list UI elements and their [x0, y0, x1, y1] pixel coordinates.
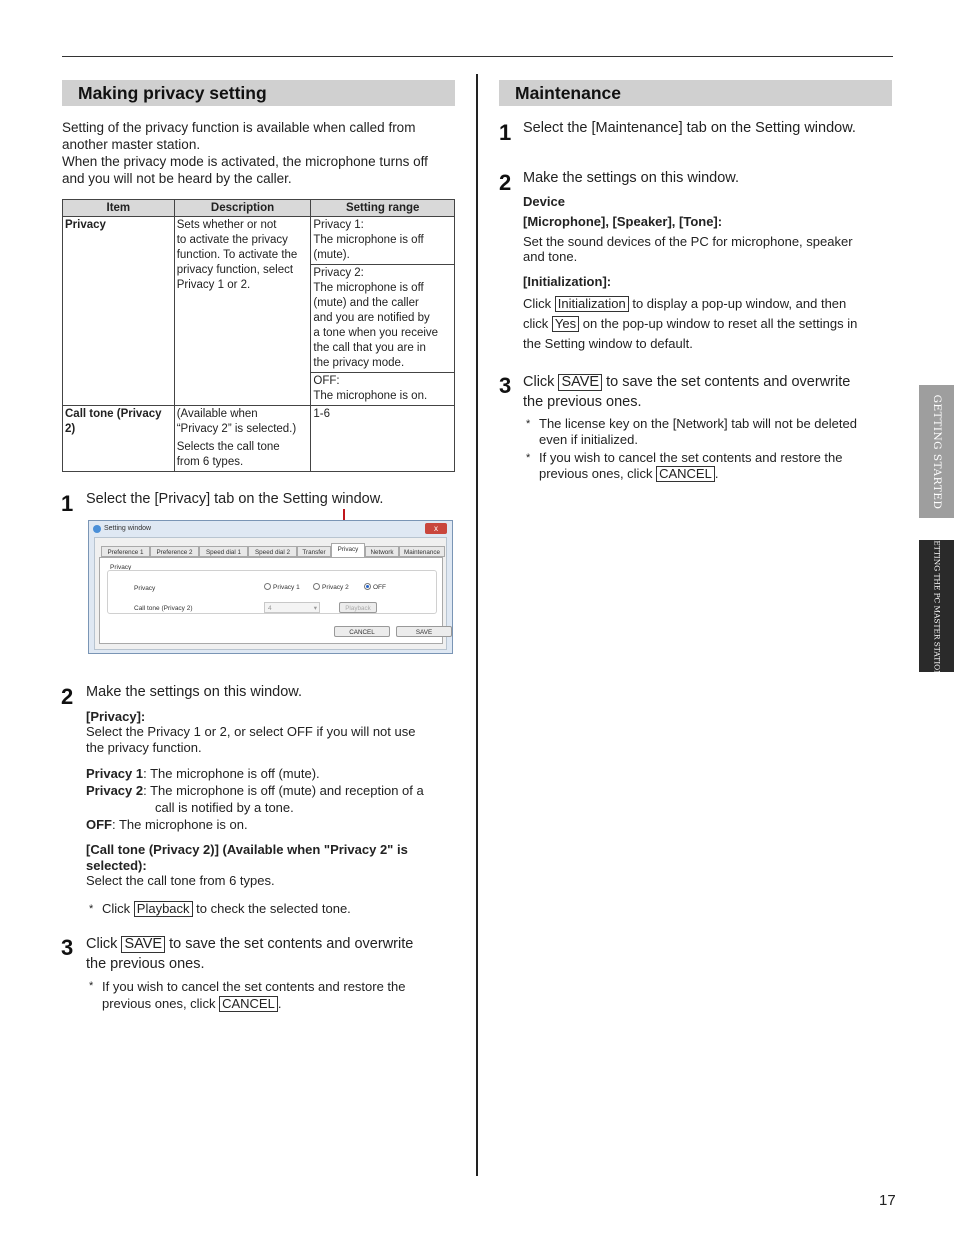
step-number: 3 — [499, 373, 512, 398]
desc-line: (Available when — [176, 408, 258, 420]
definition: : The microphone is off (mute) and reception of a — [143, 783, 424, 798]
app-icon — [93, 525, 101, 533]
text-line: If you wish to cancel the set contents and restore the — [539, 450, 843, 465]
col-header-setting-range: Setting range — [311, 200, 455, 217]
privacy-intro — [62, 119, 462, 187]
desc-line: Sets whether or not — [176, 219, 277, 231]
step-text: Make the settings on this window. — [523, 170, 740, 186]
initialization-text — [523, 294, 903, 354]
desc-line: to activate the privacy — [176, 234, 288, 246]
text-line: the privacy function. — [86, 740, 202, 755]
off-def — [86, 817, 248, 833]
section-header-maintenance: Maintenance — [499, 80, 892, 106]
intro-line: and you will not be heard by the caller. — [62, 171, 292, 186]
text-segment: to check the selected tone. — [192, 901, 351, 916]
radio-label: Privacy 1 — [273, 584, 300, 592]
playback-button[interactable]: Playback — [339, 602, 377, 613]
note-asterisk: * — [89, 903, 94, 915]
term: Privacy 1 — [86, 766, 144, 781]
step-text: Select the [Maintenance] tab on the Setting window. — [523, 120, 856, 136]
text-segment: . — [277, 996, 282, 1011]
table-row — [63, 217, 455, 265]
item-line: Call tone (Privacy — [65, 408, 162, 420]
tab-preference-2[interactable]: Preference 2 — [150, 546, 199, 557]
privacy-subhead: [Privacy]: — [86, 709, 146, 724]
text-segment: click — [523, 316, 552, 331]
range-privacy-1 — [311, 217, 455, 265]
text-segment: to save the set contents and overwrite — [165, 936, 414, 952]
window-title: Setting window — [104, 525, 152, 532]
intro-line: another master station. — [62, 137, 201, 152]
radio-label: OFF — [373, 584, 386, 592]
cancel-button[interactable]: CANCEL — [334, 626, 390, 637]
desc-line: privacy function, select — [176, 264, 294, 276]
side-tab-label: SETTING THE PC MASTER STATION — [932, 535, 941, 677]
intro-line: Setting of the privacy function is available when called from — [62, 120, 416, 135]
desc-line: “Privacy 2” is selected.) — [176, 423, 297, 435]
step-number: 1 — [61, 491, 74, 516]
playback-button-label: Playback — [134, 901, 193, 917]
intro-line: When the privacy mode is activated, the microphone turns off — [62, 154, 428, 169]
text-line: even if initialized. — [539, 431, 638, 447]
definition: : The microphone is on. — [112, 817, 248, 832]
save-button[interactable]: SAVE — [396, 626, 452, 637]
top-rule — [62, 56, 893, 57]
privacy-explanation — [86, 724, 456, 756]
mic-speaker-tone-text — [523, 234, 893, 264]
step-text — [523, 372, 850, 412]
text-line: Set the sound devices of the PC for microphone, speaker — [523, 234, 853, 249]
text-segment: to save the set contents and overwrite — [602, 374, 851, 390]
desc-line: Selects the call tone — [176, 441, 280, 453]
cancel-note — [539, 450, 843, 482]
range-line: OFF: — [313, 375, 340, 387]
term: Privacy 2 — [86, 783, 144, 798]
item-privacy: Privacy — [63, 217, 175, 406]
text-segment: previous ones, click — [539, 465, 657, 481]
desc-privacy — [174, 217, 311, 406]
tab-transfer[interactable]: Transfer — [297, 546, 331, 557]
radio-label: Privacy 2 — [322, 584, 349, 592]
radio-off[interactable] — [364, 584, 386, 591]
privacy-panel — [99, 557, 443, 644]
table-row — [63, 406, 455, 472]
text-line: Select the Privacy 1 or 2, or select OFF if you will not use — [86, 724, 416, 739]
col-header-description: Description — [174, 200, 311, 217]
range-line: The microphone is on. — [313, 390, 428, 402]
text-line — [86, 934, 413, 954]
table-header-row — [63, 200, 455, 217]
yes-button-label: Yes — [552, 316, 579, 332]
text-line — [102, 995, 406, 1012]
privacy-2-def-cont: call is notified by a tone. — [155, 800, 294, 815]
tab-privacy[interactable]: Privacy — [331, 543, 365, 558]
mic-speaker-tone-subhead: [Microphone], [Speaker], [Tone]: — [523, 214, 723, 229]
initialization-button-label: Initialization — [555, 296, 629, 312]
range-line: the privacy mode. — [313, 357, 405, 369]
text-segment: previous ones, click — [102, 996, 220, 1011]
privacy-settings-table — [62, 199, 455, 472]
text-segment: to display a pop-up window, and then — [628, 296, 847, 311]
note-asterisk: * — [526, 418, 531, 430]
cancel-button-label: CANCEL — [656, 466, 715, 482]
call-tone-select[interactable] — [264, 602, 320, 613]
step-text: Make the settings on this window. — [86, 684, 303, 700]
range-line: The microphone is off — [313, 234, 424, 246]
side-tab-getting-started[interactable] — [919, 385, 954, 518]
window-body — [94, 537, 447, 650]
tab-speed-dial-1[interactable]: Speed dial 1 — [199, 546, 248, 557]
range-call-tone: 1-6 — [311, 406, 455, 472]
col-header-item: Item — [63, 200, 175, 217]
text-line: the previous ones. — [86, 956, 205, 972]
range-privacy-2 — [311, 265, 455, 373]
step-number: 3 — [61, 935, 74, 960]
text-segment: Click — [86, 936, 122, 952]
close-icon[interactable]: x — [425, 523, 447, 534]
device-subhead: Device — [523, 194, 565, 209]
initialization-subhead: [Initialization]: — [523, 274, 612, 289]
tab-maintenance[interactable]: Maintenance — [399, 546, 445, 557]
call-tone-subhead — [86, 842, 456, 874]
group-label: Privacy — [110, 564, 132, 571]
privacy-field-label: Privacy — [134, 585, 156, 592]
step-number: 1 — [499, 120, 512, 145]
playback-note — [102, 901, 351, 917]
column-divider — [476, 74, 478, 1176]
call-tone-explanation: Select the call tone from 6 types. — [86, 873, 275, 888]
text-line: and tone. — [523, 249, 578, 264]
range-line: Privacy 1: — [313, 219, 364, 231]
text-line — [539, 466, 843, 482]
cancel-button-label: CANCEL — [219, 996, 278, 1012]
text-line: The license key on the [Network] tab will not be deleted — [539, 416, 857, 431]
step-number: 2 — [499, 170, 512, 195]
tab-network[interactable]: Network — [365, 546, 399, 557]
privacy-1-def — [86, 766, 320, 782]
page-number: 17 — [879, 1192, 896, 1209]
range-line: a tone when you receive — [313, 327, 439, 339]
radio-icon — [313, 583, 320, 590]
text-line: If you wish to cancel the set contents and restore the — [102, 979, 406, 994]
text-line: the Setting window to default. — [523, 336, 693, 351]
call-tone-label: Call tone (Privacy 2) — [134, 605, 193, 612]
text-line: [Call tone (Privacy 2)] (Available when "Privacy 2" is — [86, 842, 408, 857]
privacy-2-def — [86, 783, 424, 799]
side-tab-setting-pc-master[interactable] — [919, 535, 954, 677]
note-asterisk: * — [89, 980, 94, 992]
text-line: the previous ones. — [523, 394, 642, 410]
radio-privacy-1[interactable] — [264, 584, 300, 591]
step-text — [86, 934, 413, 974]
desc-line: function. To activate the — [176, 249, 298, 261]
text-segment: on the pop-up window to reset all the settings in — [579, 316, 858, 331]
chevron-down-icon: ▾ — [313, 605, 317, 612]
desc-call-tone — [174, 406, 311, 472]
item-call-tone — [63, 406, 175, 472]
side-tab-label: GETTING STARTED — [930, 394, 943, 509]
text-segment: Click — [523, 374, 559, 390]
section-header-privacy: Making privacy setting — [62, 80, 455, 106]
range-line: the call that you are in — [313, 342, 426, 354]
desc-line: from 6 types. — [176, 456, 244, 468]
text-line: selected): — [86, 858, 147, 873]
privacy-group — [107, 570, 437, 614]
license-note — [539, 416, 857, 447]
text-segment: Click — [102, 901, 134, 916]
range-off — [311, 373, 455, 406]
radio-selected-icon — [364, 583, 371, 590]
tab-speed-dial-2[interactable]: Speed dial 2 — [248, 546, 297, 557]
text-line — [523, 294, 903, 314]
text-segment: . — [714, 465, 719, 481]
setting-window-screenshot — [88, 520, 453, 654]
range-line: (mute). — [313, 249, 350, 261]
range-line: and you are notified by — [313, 312, 430, 324]
text-line — [523, 372, 850, 392]
note-asterisk: * — [526, 452, 531, 464]
step-text: Select the [Privacy] tab on the Setting window. — [86, 491, 384, 507]
save-button-label: SAVE — [121, 936, 165, 953]
cancel-note — [102, 978, 406, 1012]
tab-preference-1[interactable]: Preference 1 — [101, 546, 150, 557]
range-line: The microphone is off — [313, 282, 424, 294]
text-line — [523, 314, 903, 334]
call-tone-value: 4 — [268, 605, 272, 612]
range-line: Privacy 2: — [313, 267, 364, 279]
radio-icon — [264, 583, 271, 590]
desc-line: Privacy 1 or 2. — [176, 279, 251, 291]
save-button-label: SAVE — [558, 374, 602, 391]
term: OFF — [86, 817, 112, 832]
radio-privacy-2[interactable] — [313, 584, 349, 591]
range-line: (mute) and the caller — [313, 297, 419, 309]
item-line: 2) — [65, 423, 76, 435]
step-number: 2 — [61, 684, 74, 709]
text-segment: Click — [523, 296, 555, 311]
definition: : The microphone is off (mute). — [143, 766, 320, 781]
